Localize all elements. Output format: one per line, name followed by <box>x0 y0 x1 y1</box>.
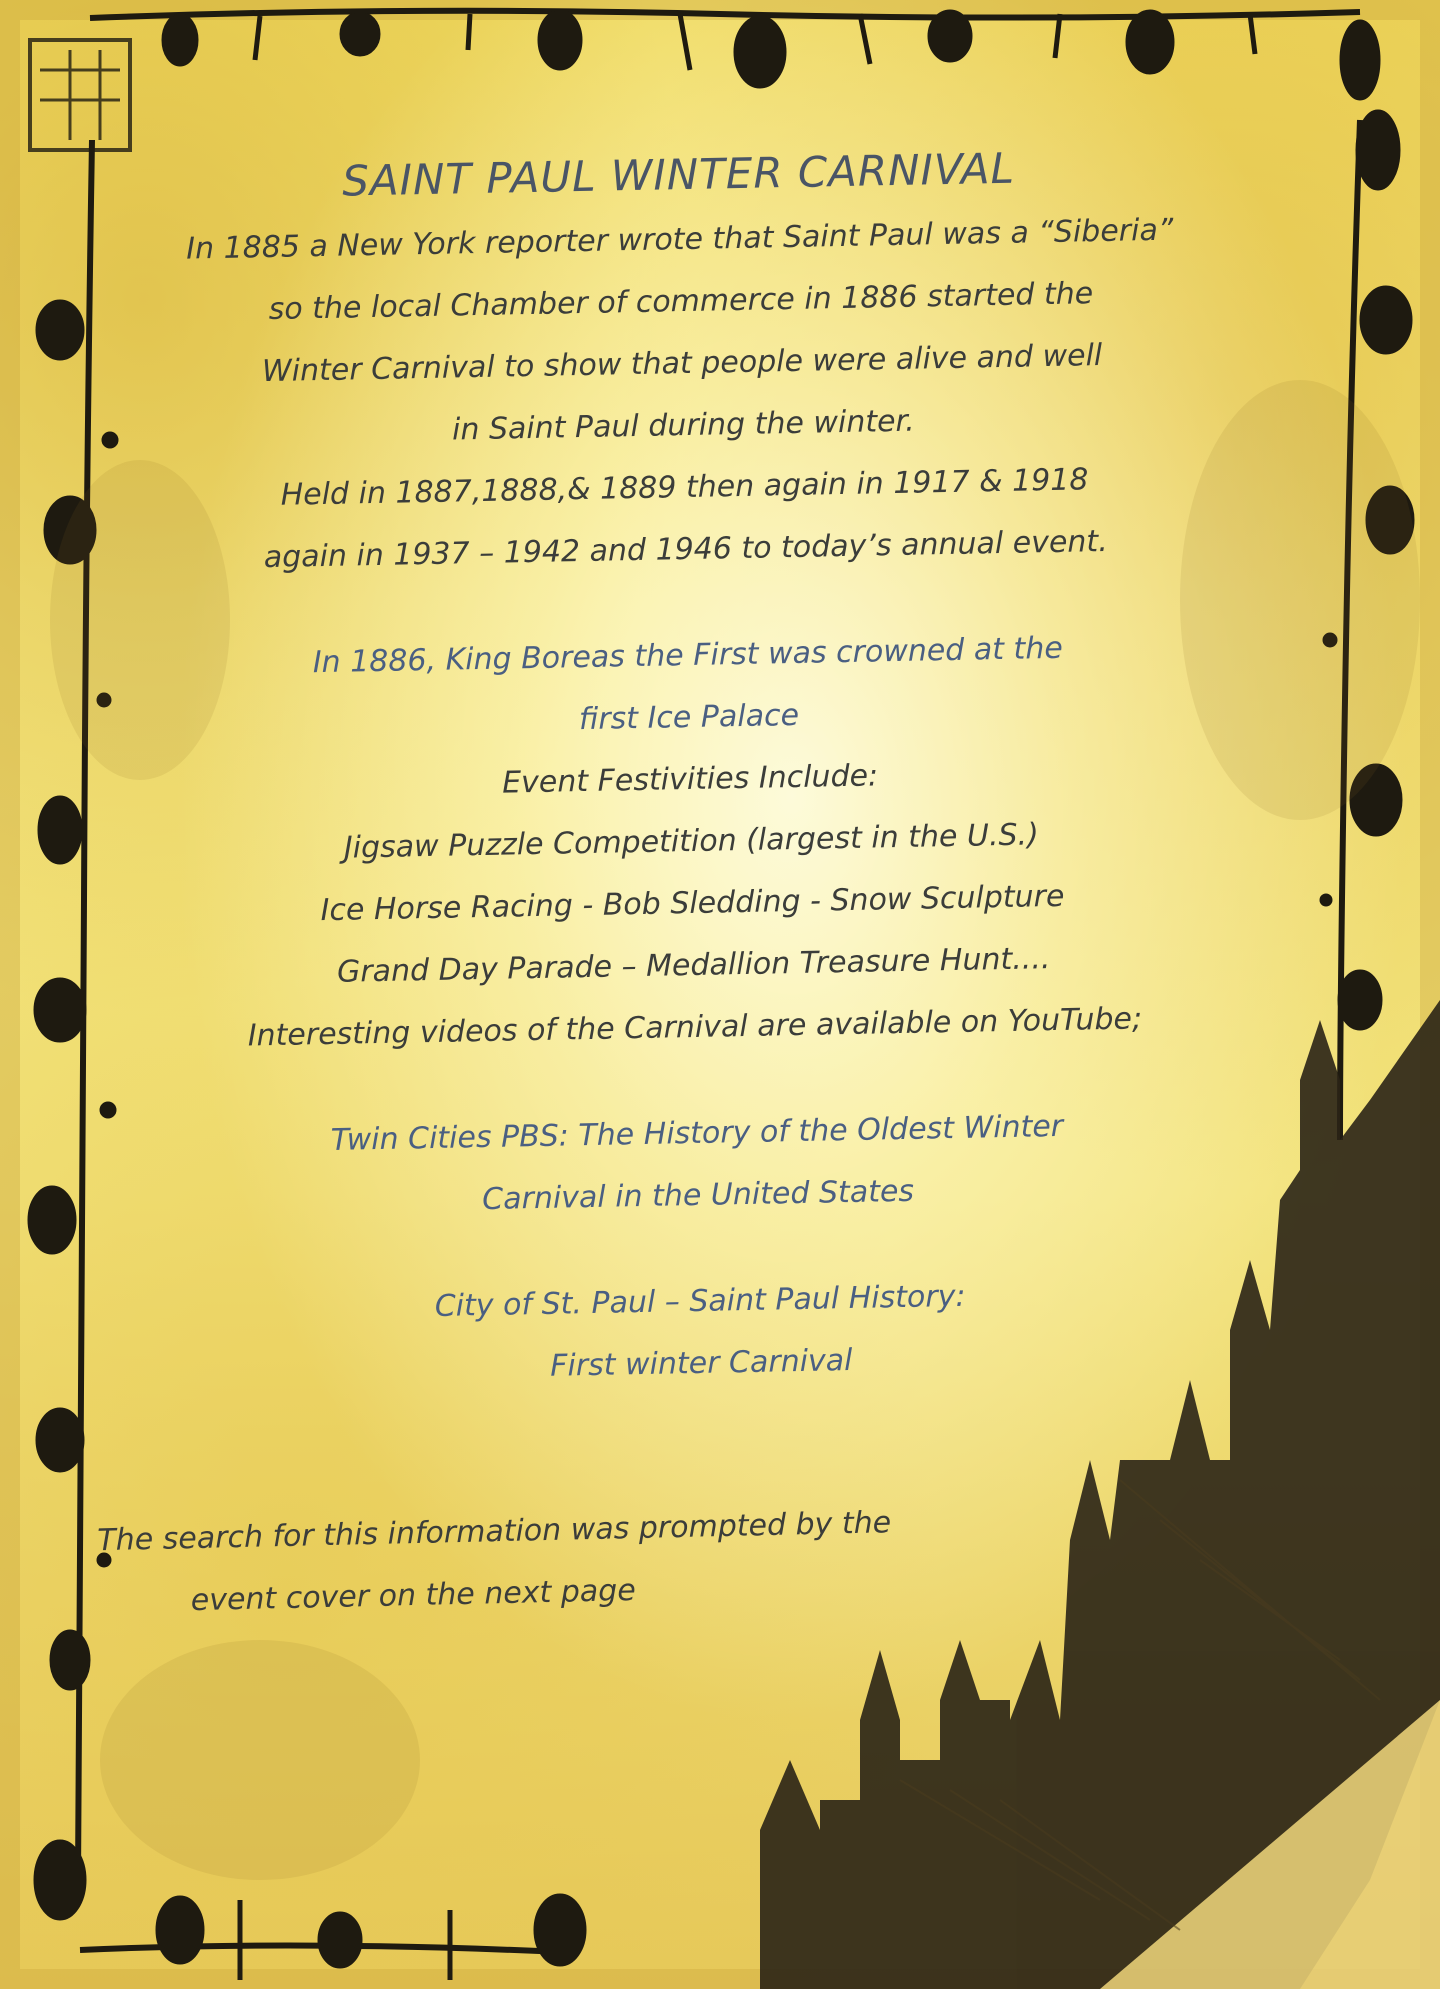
footer-line: event cover on the next page <box>190 1573 637 1619</box>
city-video-line: City of St. Paul – Saint Paul History: <box>434 1278 966 1324</box>
bottom-vine-border <box>80 1894 586 1980</box>
intro-line: in Saint Paul during the winter. <box>451 403 915 448</box>
intro-line: again in 1937 – 1942 and 1946 to today’s annual event. <box>263 523 1109 576</box>
top-vine-border <box>90 10 1380 100</box>
pbs-video-line: Carnival in the United States <box>481 1173 915 1218</box>
festivity-line: Ice Horse Racing - Bob Sledding - Snow Sculpture <box>320 878 1065 929</box>
king-line: In 1886, King Boreas the First was crowned at the <box>312 630 1064 681</box>
footer-line: The search for this information was prompted by the <box>97 1505 892 1559</box>
intro-line: Winter Carnival to show that people were alive and well <box>261 338 1103 390</box>
youtube-note: Interesting videos of the Carnival are available on YouTube; <box>247 1001 1143 1054</box>
intro-line: so the local Chamber of commerce in 1886 started the <box>268 276 1094 327</box>
king-line: first Ice Palace <box>578 697 800 738</box>
pbs-video-line: Twin Cities PBS: The History of the Oldest Winter <box>330 1108 1064 1158</box>
page-title: SAINT PAUL WINTER CARNIVAL <box>341 143 1016 206</box>
festivities-heading: Event Festivities Include: <box>501 758 879 801</box>
carnival-text-block <box>108 139 1272 1406</box>
intro-line: Held in 1887,1888,& 1889 then again in 1917 & 1918 <box>280 462 1089 513</box>
intro-line: In 1885 a New York reporter wrote that Saint Paul was a “Siberia” <box>185 212 1174 267</box>
festivity-line: Grand Day Parade – Medallion Treasure Hunt.... <box>336 941 1051 990</box>
footer-note <box>97 1490 1000 1634</box>
festivity-line: Jigsaw Puzzle Competition (largest in the U.S.) <box>343 817 1040 866</box>
city-video-line: First winter Carnival <box>549 1342 853 1384</box>
